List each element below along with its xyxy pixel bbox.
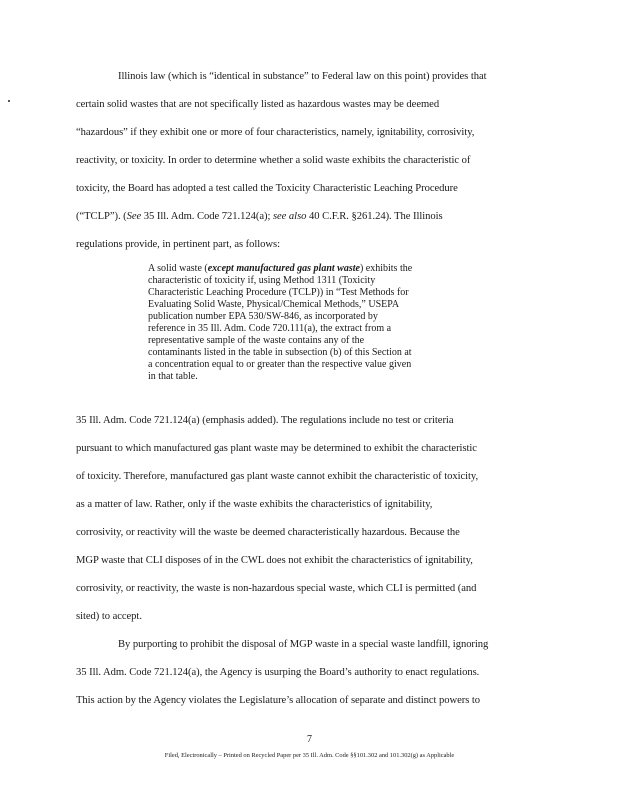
- paragraph2-line: 35 Ill. Adm. Code 721.124(a) (emphasis added). The regulations include no test or criteria: [76, 415, 454, 426]
- blockquote-line: publication number EPA 530/SW-846, as incorporated by: [148, 311, 378, 322]
- paragraph3-line-2: 35 Ill. Adm. Code 721.124(a), the Agency is usurping the Board’s authority to enact regulations.: [76, 667, 480, 678]
- quote-text-start: A solid waste (: [148, 263, 208, 274]
- citation-signal-see: See: [126, 211, 142, 222]
- citation-close: 40 C.F.R. §261.24). The Illinois: [306, 211, 443, 222]
- blockquote-line: reference in 35 Ill. Adm. Code 720.111(a), the extract from a: [148, 323, 392, 334]
- paragraph1-line-2: certain solid wastes that are not specifically listed as hazardous wastes may be deemed: [76, 99, 440, 110]
- citation-signal-see-also: see also: [272, 211, 307, 222]
- paragraph3-line-3: This action by the Agency violates the Legislature’s allocation of separate and distinct powers to: [76, 695, 481, 706]
- paragraph2-line: corrosivity, or reactivity will the waste be deemed characteristically hazardous. Because the: [76, 527, 460, 538]
- quote-text-end: ) exhibits the: [359, 263, 413, 274]
- blockquote-line: representative sample of the waste contains any of the: [148, 335, 365, 346]
- citation-open: (“TCLP”). (: [76, 211, 127, 222]
- paragraph2-line: as a matter of law. Rather, only if the waste exhibits the characteristics of ignitability,: [76, 499, 433, 510]
- blockquote-line: characteristic of toxicity if, using Method 1311 (Toxicity: [148, 275, 376, 286]
- paragraph1-line-7: regulations provide, in pertinent part, as follows:: [76, 239, 280, 250]
- blockquote-line: a concentration equal to or greater than the respective value given: [148, 359, 412, 370]
- citation-text: 35 Ill. Adm. Code 721.124(a);: [141, 211, 273, 222]
- blockquote-line-1: [148, 263, 478, 275]
- paragraph3-line-1: By purporting to prohibit the disposal of MGP waste in a special waste landfill, ignoring: [118, 639, 489, 650]
- paragraph1-line-4: reactivity, or toxicity. In order to determine whether a solid waste exhibits the characteristic of: [76, 155, 471, 166]
- paragraph1-line-1: Illinois law (which is “identical in substance” to Federal law on this point) provides that: [118, 71, 487, 82]
- page-number: 7: [307, 734, 312, 745]
- quote-emphasis: except manufactured gas plant waste: [207, 263, 360, 274]
- blockquote-line: Evaluating Solid Waste, Physical/Chemical Methods,” USEPA: [148, 299, 400, 310]
- blockquote-line: contaminants listed in the table in subsection (b) of this Section at: [148, 347, 412, 358]
- blockquote-line: Characteristic Leaching Procedure (TCLP)) in “Test Methods for: [148, 287, 409, 298]
- paragraph2-line: MGP waste that CLI disposes of in the CWL does not exhibit the characteristics of ignitability,: [76, 555, 473, 566]
- paragraph1-line-6: [76, 210, 546, 223]
- paragraph2-line: sited) to accept.: [76, 611, 142, 622]
- filing-footer: Filed, Electronically – Printed on Recycled Paper per 35 Ill. Adm. Code §§101.302 and 101.302(g) as Applicable: [164, 752, 455, 759]
- paragraph1-line-3: “hazardous” if they exhibit one or more of four characteristics, namely, ignitability, corrosivity,: [76, 127, 475, 138]
- paragraph2-line: pursuant to which manufactured gas plant waste may be determined to exhibit the characteristic: [76, 443, 477, 454]
- paragraph1-line-5: toxicity, the Board has adopted a test called the Toxicity Characteristic Leaching Procedure: [76, 183, 458, 194]
- paragraph2-line: corrosivity, or reactivity, the waste is non-hazardous special waste, which CLI is permitted (and: [76, 583, 477, 594]
- paragraph2-line: of toxicity. Therefore, manufactured gas plant waste cannot exhibit the characteristic of toxicity,: [76, 471, 479, 482]
- blockquote-line: in that table.: [148, 371, 198, 382]
- margin-mark: [8, 100, 10, 102]
